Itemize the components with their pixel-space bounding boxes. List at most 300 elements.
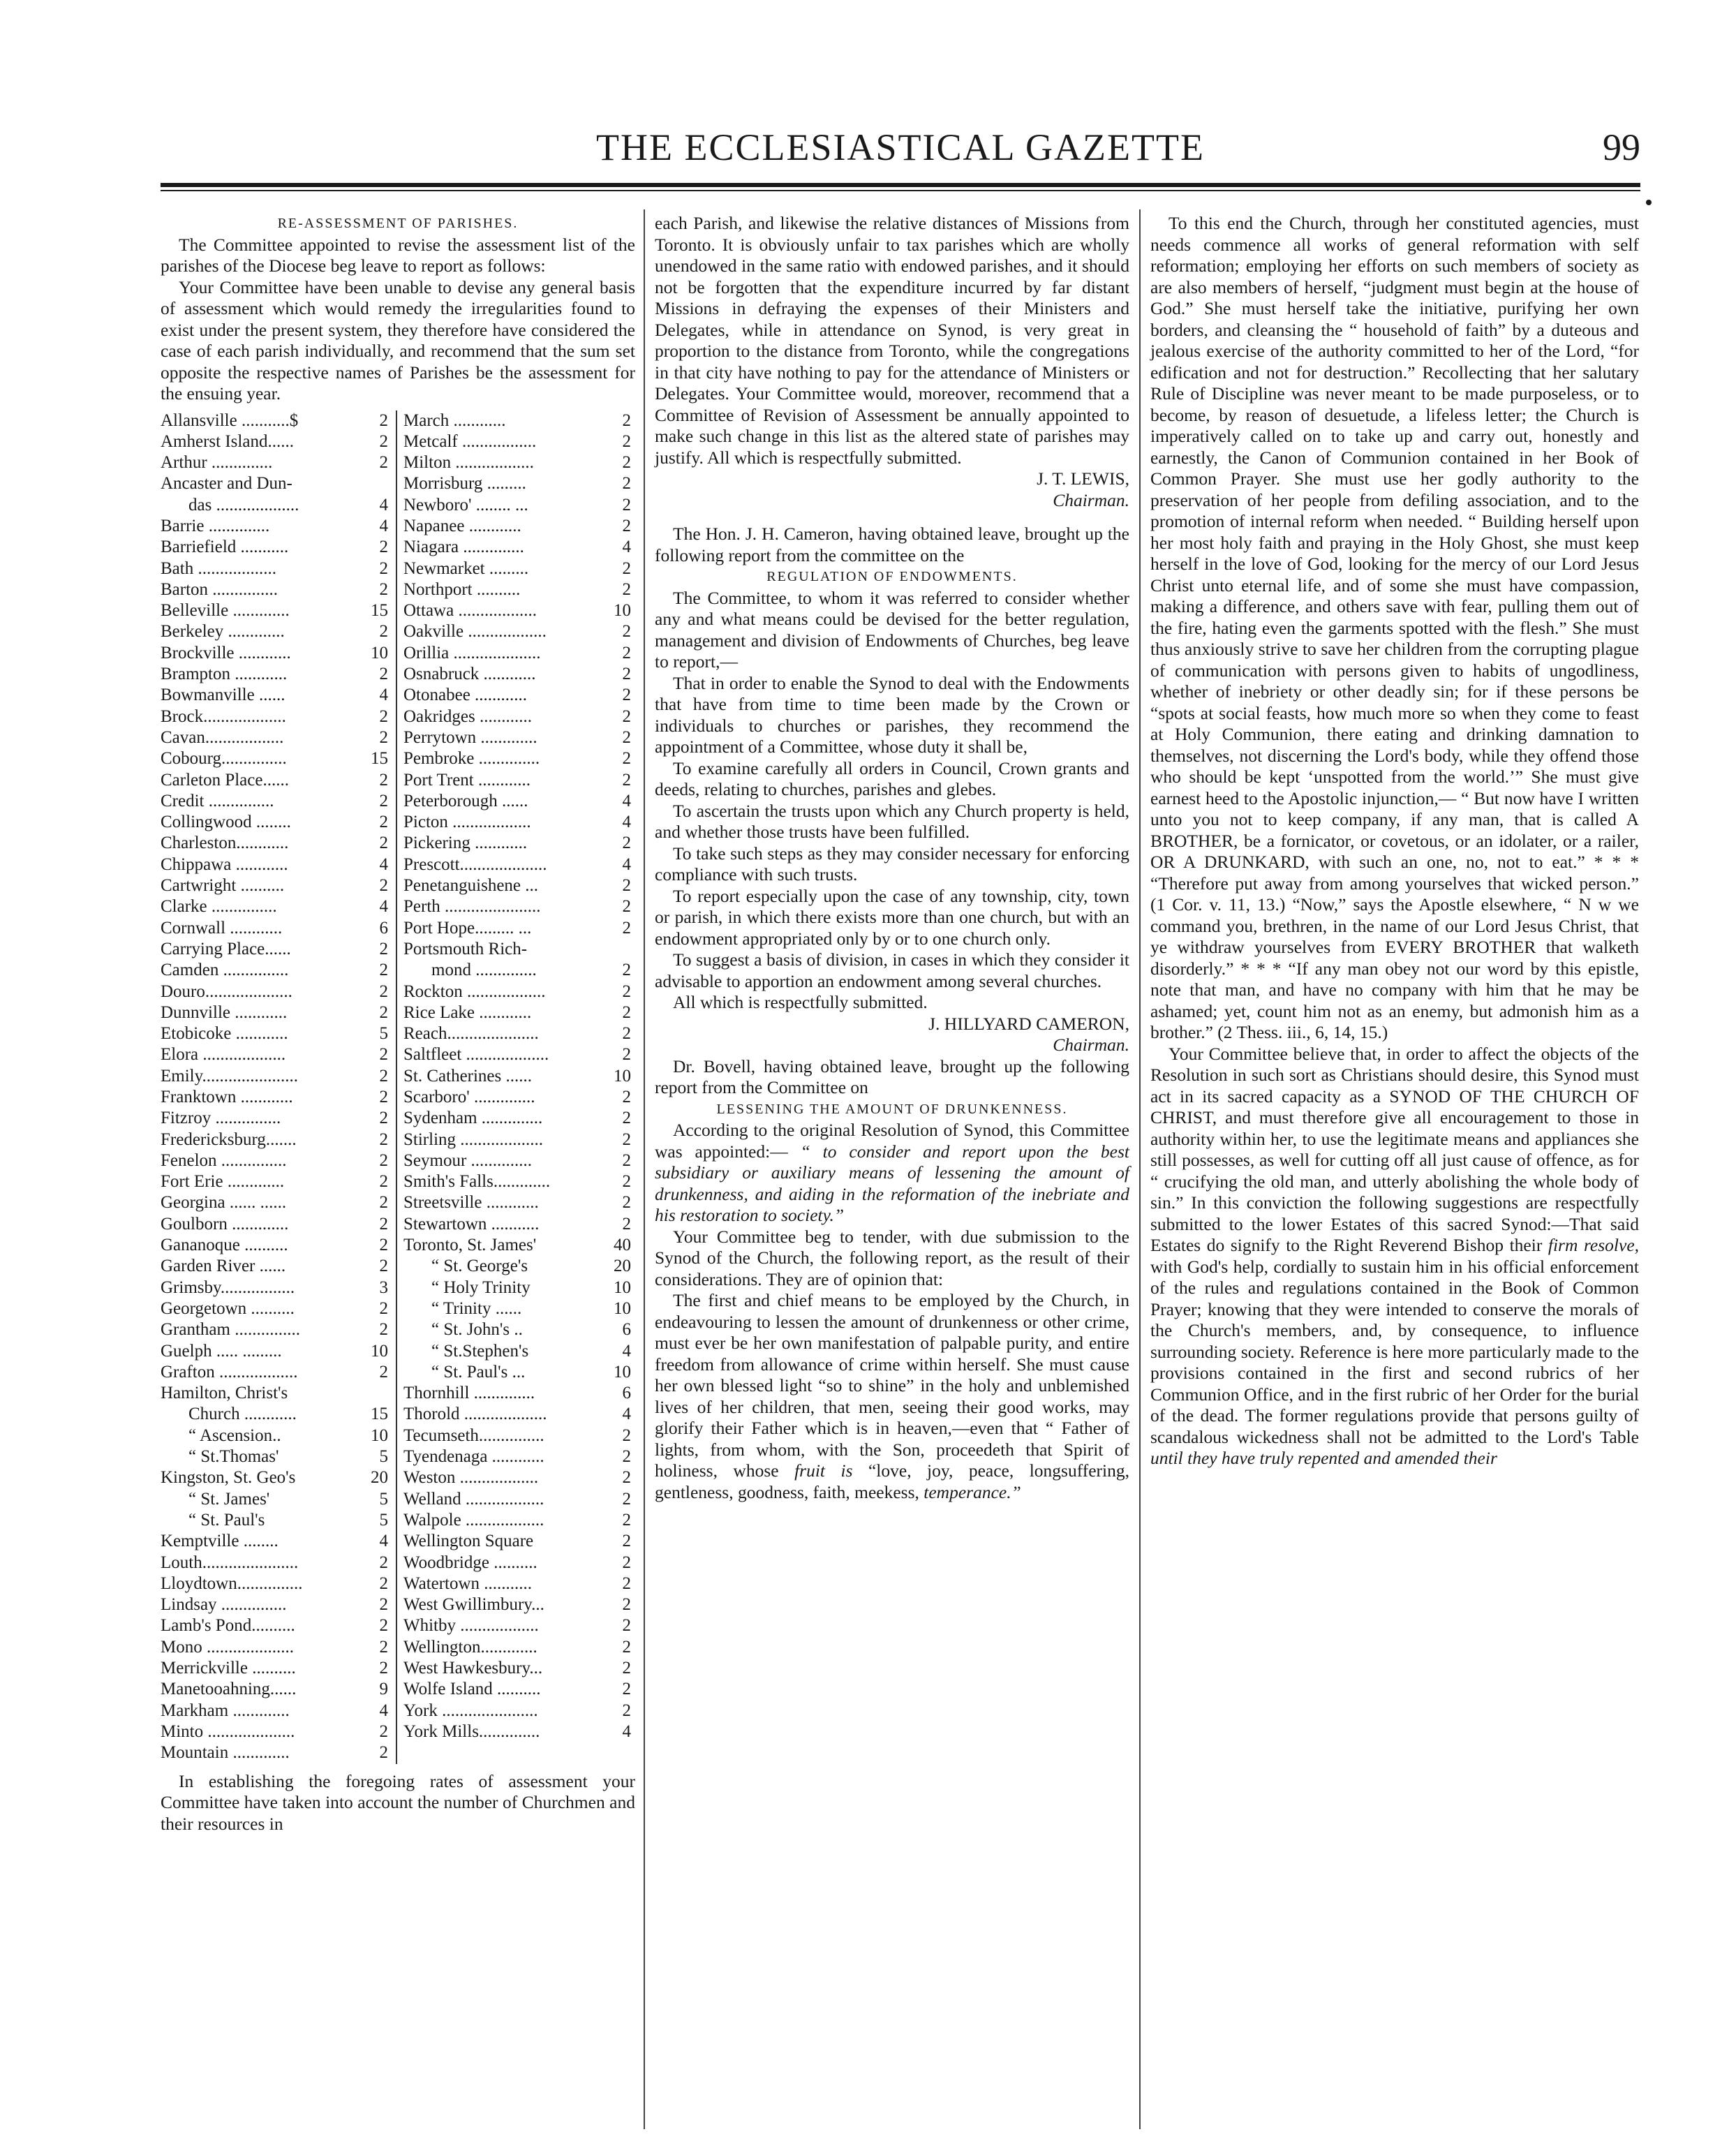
column-separator-2 (1139, 209, 1141, 2129)
parish-row (161, 727, 391, 748)
parish-assessment: 2 (377, 1087, 389, 1108)
parish-row (403, 1721, 634, 1742)
parish-row (161, 1256, 391, 1277)
parish-assessment: 2 (620, 1573, 632, 1594)
parish-name: Metcalf ................. (403, 431, 537, 451)
parish-assessment: 5 (377, 1489, 389, 1510)
parish-row (403, 1446, 634, 1467)
parish-name: Perrytown ............. (403, 727, 537, 747)
resolution-text: According to the original Resolution of Synod, this Committee was appointed:— (655, 1120, 1129, 1162)
parish-name: Emily...................... (161, 1066, 298, 1086)
fruit-is-text: fruit is (794, 1460, 853, 1481)
parish-name: Perth ...................... (403, 897, 541, 917)
parish-row (403, 537, 634, 558)
parish-assessment: 2 (377, 1044, 389, 1065)
parish-assessment: 2 (620, 1531, 632, 1552)
parish-assessment: 15 (368, 600, 388, 621)
continued-paragraph: each Parish, and likewise the relative distances of Missions from Toronto. It is obviously unfair to tax parishes which are wholly unendowed in the same ratio with endowed parishes, and it should not be forgotten that the expenditure incurred by far distant Missions in defraying the expenses of their Ministers and Delegates, while in attendance on Synod, is very great in proportion to the distance from Toronto, while the congregations in that city have nothing to pay for the attendance of Ministers or Delegates. Your Committee would, moreover, recommend that a Committee of Revision of Assessment be annually appointed to make such change in this list as the altered state of parishes may justify. All which is respectfully submitted. (655, 213, 1129, 468)
parish-assessment: 2 (377, 1362, 389, 1383)
parish-assessment: 2 (620, 896, 632, 917)
parish-row (403, 939, 634, 960)
parish-row (403, 1658, 634, 1679)
parish-name: Allansville ...........$ (161, 410, 299, 430)
masthead (161, 126, 1640, 175)
parish-name: Watertown ........... (403, 1573, 533, 1593)
parish-row (161, 1446, 391, 1467)
parish-row (161, 621, 391, 642)
heading-drunkenness: LESSENING THE AMOUNT OF DRUNKENNESS. (716, 1101, 1068, 1117)
parish-row (161, 1150, 391, 1171)
parish-assessment: 2 (377, 1235, 389, 1256)
parish-assessment: 2 (620, 1489, 632, 1510)
parish-name: “ St. John's .. (431, 1320, 523, 1340)
parish-assessment: 6 (377, 918, 389, 939)
parish-name: Tecumseth............... (403, 1425, 544, 1445)
parish-row (161, 537, 391, 558)
parish-name: Gananoque .......... (161, 1236, 288, 1255)
parish-row (403, 1278, 634, 1298)
parish-assessment: 2 (377, 1658, 389, 1679)
parish-name: Rockton .................. (403, 982, 546, 1001)
fruits-list: “love, joy, peace, longsuffering, gentleness, goodness, faith, meekess, (655, 1460, 1130, 1502)
parish-assessment: 2 (620, 1108, 632, 1129)
committee-paragraph: Your Committee have been unable to devise any general basis of assessment which would remedy the irregularities found to exist under the present system, they therefore have considered the case of each parish individually, and recommend that the sum set opposite the respective names of Parishes be the assessment for the ensuing year. (161, 276, 635, 403)
parish-name: Tyendenaga ............ (403, 1447, 544, 1467)
drunkenness-para-2: Your Committee beg to tender, with due submission to the Synod of the Church, the following report, as the result of their considerations. They are of opinion that: (655, 1226, 1129, 1289)
parish-row (161, 748, 391, 769)
repented-text: until they have truly repented and amended their (1150, 1448, 1497, 1468)
parish-row (403, 452, 634, 473)
parish-name: Goulborn ............. (161, 1214, 289, 1234)
parish-assessment: 2 (377, 1192, 389, 1213)
parish-assessment: 4 (377, 495, 389, 516)
parish-row (403, 770, 634, 791)
parish-name: Smith's Falls............. (403, 1172, 551, 1192)
parish-name: “ St. Paul's ... (431, 1362, 526, 1382)
parish-row (403, 1341, 634, 1362)
parish-assessment-table (161, 410, 635, 1764)
parish-row (161, 833, 391, 854)
parish-name: Napanee ............ (403, 516, 521, 535)
parish-row (161, 685, 391, 706)
closing-paragraph: In establishing the foregoing rates of assessment your Committee have taken into account the number of Churchmen and their resources in (161, 1770, 635, 1834)
parish-row (161, 939, 391, 960)
parish-row (161, 770, 391, 791)
firm-resolve-text: firm resolve, (1548, 1235, 1640, 1255)
parish-name: Scarboro' .............. (403, 1088, 535, 1106)
parish-row (403, 748, 634, 769)
parish-assessment: 2 (620, 1553, 632, 1573)
parish-name: Cobourg............... (161, 749, 287, 769)
parish-assessment: 2 (620, 1637, 632, 1658)
parish-name: Berkeley ............. (161, 622, 285, 642)
parish-assessment: 2 (620, 1446, 632, 1467)
parish-name: Louth...................... (161, 1553, 299, 1572)
parish-row (403, 1573, 634, 1594)
parish-row (161, 1489, 391, 1510)
parish-assessment: 2 (377, 960, 389, 981)
parish-name: Portsmouth Rich- (403, 939, 528, 958)
parish-row (403, 516, 634, 537)
parish-assessment: 4 (377, 516, 389, 537)
parish-name: Fredericksburg....... (161, 1130, 297, 1149)
parish-name: Woodbridge .......... (403, 1553, 537, 1572)
parish-row (403, 621, 634, 642)
parish-assessment: 10 (611, 600, 631, 621)
parish-row (403, 833, 634, 854)
parish-name: Lindsay ............... (161, 1595, 287, 1615)
parish-row (161, 1637, 391, 1658)
parish-name: Stewartown ........... (403, 1214, 540, 1234)
parish-name: Wellington............. (403, 1637, 537, 1657)
parish-row (161, 1341, 391, 1362)
parish-assessment: 4 (620, 791, 632, 812)
parish-name: Charleston............ (161, 834, 289, 853)
parish-assessment: 2 (620, 748, 632, 769)
parish-row (161, 643, 391, 664)
parish-assessment: 2 (377, 1553, 389, 1573)
parish-assessment: 2 (377, 875, 389, 896)
parish-name: Barriefield ........... (161, 538, 289, 557)
parish-name: Pembroke .............. (403, 749, 540, 769)
parish-row (161, 875, 391, 896)
parish-row (161, 1679, 391, 1700)
parish-row (403, 643, 634, 664)
parish-row (403, 1108, 634, 1129)
parish-name: “ St.Stephen's (431, 1341, 529, 1361)
parish-name: Ancaster and Dun- (161, 474, 292, 494)
parish-name: Penetanguishene ... (403, 876, 539, 896)
parish-assessment: 2 (377, 579, 389, 600)
parish-row (403, 791, 634, 812)
parish-row (161, 1087, 391, 1108)
parish-row (403, 558, 634, 579)
parish-row (403, 727, 634, 748)
parish-name: Elora ................... (161, 1045, 286, 1065)
parish-name: Thornhill .............. (403, 1384, 535, 1403)
parish-row (403, 1679, 634, 1700)
parish-name: Camden ............... (161, 961, 289, 980)
parish-row (403, 1362, 634, 1383)
parish-row (161, 1721, 391, 1742)
parish-name: Mountain ............. (161, 1743, 290, 1763)
parish-assessment: 2 (377, 1298, 389, 1319)
signature-title-1: Chairman. (1053, 489, 1129, 510)
parish-row (161, 1658, 391, 1679)
parish-name: Kemptville ........ (161, 1532, 279, 1551)
parish-row (161, 1425, 391, 1446)
parish-assessment: 4 (377, 854, 389, 875)
parish-name: das ................... (188, 495, 299, 514)
endowments-para-4: To ascertain the trusts upon which any Church property is held, and whether those trusts have been fulfilled. (655, 800, 1129, 842)
parish-row (161, 579, 391, 600)
parish-assessment: 2 (377, 1742, 389, 1763)
parish-name: “ Ascension.. (188, 1425, 281, 1445)
parish-name: Peterborough ...... (403, 791, 528, 810)
parish-assessment: 10 (368, 1425, 388, 1446)
intro-drunkenness: Dr. Bovell, having obtained leave, brought up the following report from the Committee on (655, 1056, 1129, 1097)
parish-name: Rice Lake ............ (403, 1002, 532, 1022)
parish-assessment: 2 (620, 1510, 632, 1531)
parish-name: Fort Erie ............. (161, 1172, 285, 1192)
parish-name: Amherst Island...... (161, 431, 294, 451)
parish-assessment: 2 (377, 1108, 389, 1129)
parish-row (403, 1615, 634, 1636)
parish-row (403, 854, 634, 875)
parish-assessment: 2 (620, 643, 632, 664)
parish-row (403, 1023, 634, 1044)
parish-assessment: 2 (377, 1721, 389, 1742)
intro-paragraph: The Committee appointed to revise the assessment list of the parishes of the Diocese beg leave to report as follows: (161, 234, 635, 276)
parish-name: Weston .................. (403, 1468, 539, 1488)
parish-assessment: 2 (620, 1425, 632, 1446)
parish-table-divider (396, 410, 397, 1764)
parish-row (161, 473, 391, 494)
parish-assessment: 10 (611, 1362, 631, 1383)
parish-assessment: 4 (377, 685, 389, 706)
parish-name: Dunnville ............ (161, 1002, 288, 1022)
parish-assessment: 2 (377, 812, 389, 833)
parish-name: “ St. James' (188, 1489, 270, 1509)
parish-row (403, 1553, 634, 1573)
parish-row (403, 960, 634, 981)
heading-endowments: REGULATION OF ENDOWMENTS. (766, 569, 1018, 584)
parish-row (161, 1531, 391, 1552)
parish-row (161, 1510, 391, 1531)
parish-name: Walpole .................. (403, 1510, 544, 1530)
parish-row (161, 1298, 391, 1319)
parish-row (403, 1425, 634, 1446)
parish-assessment: 2 (620, 1615, 632, 1636)
parish-assessment: 2 (377, 1171, 389, 1192)
parish-assessment: 2 (620, 1679, 632, 1700)
parish-row (403, 410, 634, 431)
parish-name: Reach..................... (403, 1024, 539, 1044)
belief-text-c: with God's help, cordially to sustain him in his official enforcement of the rules and regulations contained in the Book of Common Prayer; knowing that they were intended to conserve the morals of the Church's members, and, by consequence, to influence surrounding society. Reference is here more particularly made to the provisions contained in the first and second rubrics of her Communion Office, and in the first rubric of her Order for the burial of the dead. The former regulations provide that persons guilty of scandalous wickedness shall not be admitted to the Lord's Table (1150, 1256, 1639, 1447)
parish-row (403, 1066, 634, 1087)
parish-assessment: 2 (620, 1044, 632, 1065)
parish-row (403, 1130, 634, 1150)
parish-list-left (161, 410, 391, 1764)
parish-row (403, 812, 634, 833)
parish-name: Lloydtown............... (161, 1573, 303, 1593)
parish-name: Minto .................... (161, 1721, 295, 1741)
parish-name: West Hawkesbury... (403, 1659, 543, 1678)
parish-row (161, 1594, 391, 1615)
parish-name: Morrisburg ......... (403, 474, 526, 494)
header-rule-thick (161, 183, 1640, 187)
parish-name: Fenelon ............... (161, 1150, 287, 1170)
parish-row (403, 600, 634, 621)
parish-name: Brampton ............ (161, 665, 288, 684)
parish-name: Fitzroy ............... (161, 1109, 281, 1128)
drunkenness-para-3 (655, 1290, 1129, 1503)
parish-name: Orillia .................... (403, 643, 541, 662)
parish-name: Prescott.................... (403, 854, 547, 874)
parish-assessment: 2 (377, 770, 389, 791)
parish-assessment: 6 (620, 1319, 632, 1340)
parish-row (403, 685, 634, 706)
endowments-para-2: That in order to enable the Synod to deal with the Endowments that have from time to time been made by the Crown or individuals to churches or parishes, they recommend the appointment of a Committee, whose duty it shall be, (655, 672, 1129, 757)
column-separator-1 (644, 209, 645, 2129)
parish-name: Guelph ..... ......... (161, 1341, 282, 1361)
parish-assessment: 2 (620, 1594, 632, 1615)
parish-assessment: 4 (620, 1341, 632, 1362)
parish-row (161, 1615, 391, 1636)
parish-row (403, 431, 634, 452)
belief-text-a: Your Committee believe that, in order to affect the objects of the Resolution in such sort as Christians should desire, this Synod must act in its sacred capacity as a SYNOD OF THE CHURCH OF CHRIST, and must therefore give all encouragement to those in authority within her, to use the legitimate means and appliances she still possesses, as well for cutting off all just cause of offence, as for “ crucifying the old man, and utterly abolishing the whole body of sin.” In this conviction the following suggestions are respectfully submitted to the lower Estates of this sacred Synod:—That said Estates do signify to the Right Reverend Bishop their (1150, 1043, 1639, 1255)
parish-name: Stirling ................... (403, 1130, 544, 1149)
parish-name: Picton .................. (403, 813, 531, 832)
parish-assessment: 2 (620, 1658, 632, 1679)
parish-row (403, 1637, 634, 1658)
parish-assessment: 2 (377, 727, 389, 748)
endowments-para-6: To report especially upon the case of any township, city, town or parish, in which there exists more than one church, but with an endowment appropriated only by or to one church only. (655, 885, 1129, 949)
parish-assessment: 2 (620, 431, 632, 452)
page-number: 99 (1603, 126, 1640, 168)
parish-assessment: 2 (377, 939, 389, 960)
parish-name: Bowmanville ...... (161, 686, 285, 705)
parish-assessment: 2 (377, 1214, 389, 1235)
parish-name: Ottawa .................. (403, 601, 537, 621)
parish-row (161, 812, 391, 833)
parish-name: Osnabruck ............ (403, 665, 536, 684)
parish-name: “ St. Paul's (188, 1510, 265, 1530)
parish-row (161, 600, 391, 621)
parish-name: Etobicoke ............ (161, 1024, 288, 1044)
parish-name: “ St.Thomas' (188, 1447, 279, 1467)
heading-reassessment: RE-ASSESSMENT OF PARISHES. (277, 216, 519, 231)
gazette-title: THE ECCLESIASTICAL GAZETTE (596, 126, 1205, 168)
parish-name: “ St. George's (431, 1257, 528, 1276)
parish-assessment: 20 (611, 1256, 631, 1277)
parish-name: Northport .......... (403, 579, 521, 599)
parish-assessment: 2 (620, 664, 632, 685)
parish-assessment: 2 (377, 558, 389, 579)
parish-row (161, 791, 391, 812)
resolution-quote: “ to consider and report upon the best subsidiary or auxiliary means of lessening the amount of drunkenness, and aiding in the reformation of the inebriate and his restoration to society.” (655, 1141, 1129, 1225)
parish-name: Merrickville .......... (161, 1659, 296, 1678)
parish-assessment: 2 (620, 960, 632, 981)
parish-row (161, 1192, 391, 1213)
parish-assessment: 2 (377, 1130, 389, 1150)
parish-row (403, 579, 634, 600)
parish-name: Grimsby................. (161, 1278, 295, 1297)
parish-row (403, 1002, 634, 1023)
parish-name: Pickering ............ (403, 834, 528, 853)
parish-assessment: 5 (377, 1510, 389, 1531)
signature-name-2: J. HILLYARD CAMERON, (928, 1013, 1129, 1034)
parish-assessment: 10 (368, 643, 388, 664)
parish-row (161, 1066, 391, 1087)
parish-name: Wolfe Island .......... (403, 1680, 541, 1699)
parish-name: Port Hope......... ... (403, 918, 532, 938)
parish-name: Toronto, St. James' (403, 1236, 537, 1255)
parish-assessment: 2 (620, 918, 632, 939)
parish-row (403, 1489, 634, 1510)
parish-assessment: 10 (611, 1278, 631, 1298)
parish-name: Thorold ................... (403, 1405, 547, 1424)
parish-assessment: 2 (620, 516, 632, 537)
parish-row (403, 473, 634, 494)
parish-name: Barton ............... (161, 579, 279, 599)
parish-row (161, 1553, 391, 1573)
parish-name: Lamb's Pond.......... (161, 1616, 295, 1636)
parish-row (403, 875, 634, 896)
parish-assessment: 2 (620, 1171, 632, 1192)
parish-name: Grantham ............... (161, 1320, 300, 1340)
parish-name: Kingston, St. Geo's (161, 1468, 296, 1488)
parish-name: Cartwright .......... (161, 876, 285, 896)
parish-row (161, 1362, 391, 1383)
parish-name: Grafton .................. (161, 1362, 298, 1382)
parish-assessment: 3 (377, 1278, 389, 1298)
parish-row (161, 664, 391, 685)
parish-row (161, 1023, 391, 1044)
parish-assessment: 40 (611, 1235, 631, 1256)
parish-assessment: 2 (377, 1256, 389, 1277)
parish-assessment: 2 (620, 558, 632, 579)
parish-row (161, 1383, 391, 1404)
parish-name: March ............ (403, 410, 506, 430)
parish-assessment: 2 (620, 833, 632, 854)
parish-row (403, 1531, 634, 1552)
parish-name: Carleton Place...... (161, 770, 289, 790)
parish-assessment: 2 (377, 1150, 389, 1171)
parish-assessment: 10 (611, 1298, 631, 1319)
parish-assessment: 2 (377, 410, 389, 431)
parish-assessment: 4 (620, 1721, 632, 1742)
parish-row (161, 431, 391, 452)
parish-row (161, 1235, 391, 1256)
parish-row (161, 854, 391, 875)
parish-name: York ...................... (403, 1701, 538, 1720)
parish-name: Oakridges ............ (403, 706, 532, 726)
parish-name: York Mills.............. (403, 1721, 540, 1741)
parish-name: Saltfleet ................... (403, 1045, 549, 1065)
parish-assessment: 2 (620, 1214, 632, 1235)
parish-row (403, 1171, 634, 1192)
parish-assessment: 2 (620, 410, 632, 431)
parish-name: Brock................... (161, 706, 286, 726)
parish-assessment: 2 (377, 833, 389, 854)
parish-name: Cornwall ............ (161, 918, 283, 938)
parish-name: Sydenham .............. (403, 1109, 543, 1128)
parish-assessment: 2 (620, 770, 632, 791)
belief-paragraph (1150, 1044, 1639, 1469)
parish-row (403, 1235, 634, 1256)
margin-dot (1646, 200, 1652, 205)
parish-assessment: 2 (620, 621, 632, 642)
parish-assessment: 2 (377, 1319, 389, 1340)
parish-assessment: 2 (620, 1192, 632, 1213)
parish-row (161, 495, 391, 516)
parish-assessment: 2 (377, 982, 389, 1002)
parish-name: Collingwood ........ (161, 813, 291, 832)
endowments-para-8: All which is respectfully submitted. (673, 992, 928, 1012)
parish-row (403, 1150, 634, 1171)
parish-assessment: 2 (377, 1573, 389, 1594)
parish-name: Bath .................. (161, 558, 276, 578)
parish-name: “ Trinity ...... (431, 1298, 522, 1318)
parish-name: Streetsville ............ (403, 1193, 539, 1213)
parish-assessment: 2 (620, 1701, 632, 1721)
parish-assessment: 2 (377, 706, 389, 727)
parish-name: Welland .................. (403, 1489, 544, 1509)
parish-name: Otonabee ............ (403, 686, 528, 705)
parish-row (161, 1319, 391, 1340)
parish-assessment: 2 (377, 431, 389, 452)
